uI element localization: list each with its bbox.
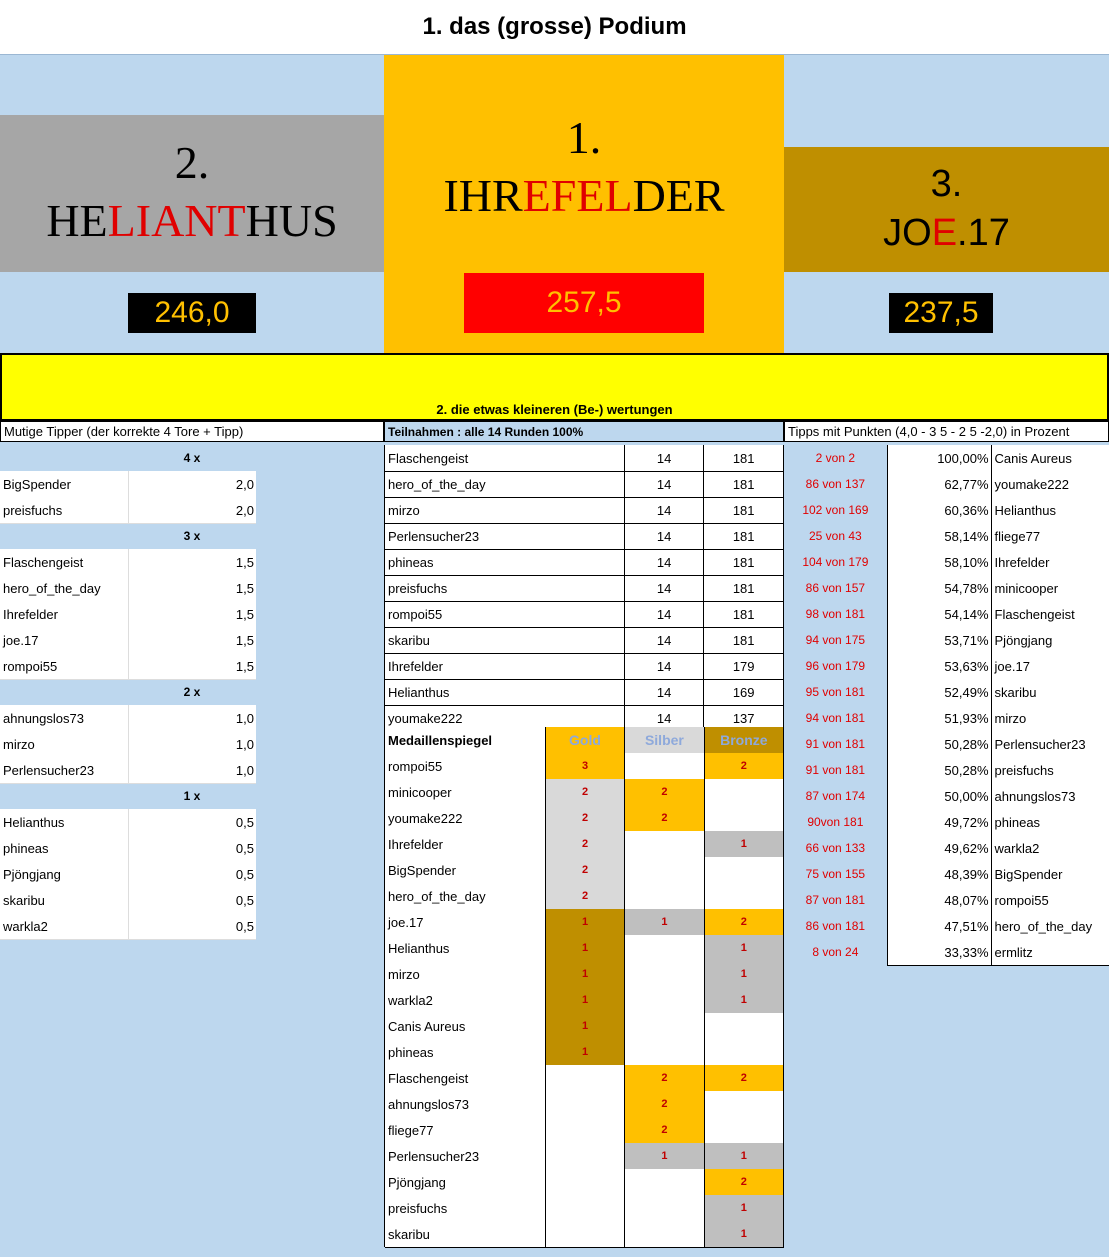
medaillen-row (385, 1013, 784, 1039)
medaillen-silber: 2 (625, 1091, 704, 1118)
page-title: 1. das (grosse) Podium (0, 0, 1109, 55)
medaillen-bronze: 1 (705, 831, 784, 858)
medaillen-gold: 1 (546, 935, 625, 962)
tipps-count: 86 von 157 (805, 581, 866, 595)
medaillen-name: Canis Aureus (385, 1013, 546, 1040)
teilnahmen-name: preisfuchs (385, 575, 625, 602)
medaillen-silber (625, 961, 704, 988)
tipps-percent: 49,72% (887, 809, 992, 836)
tipps-count: 25 von 43 (809, 529, 862, 543)
tipps-row (784, 523, 1109, 549)
medaillen-bronze: 2 (705, 1065, 784, 1092)
first-score: 257,5 (464, 273, 704, 333)
medaillen-silber (625, 1013, 704, 1040)
tipps-name: youmake222 (992, 471, 1109, 498)
medaillen-bronze: 1 (705, 961, 784, 988)
teilnahmen-row (385, 445, 784, 471)
tipps-percent: 100,00% (887, 445, 992, 472)
gold-label: Gold (546, 727, 625, 754)
teilnahmen-name: youmake222 (385, 705, 625, 732)
tipps-name: ermlitz (992, 939, 1109, 966)
mutige-row (0, 757, 256, 783)
medaillen-name: Flaschengeist (385, 1065, 546, 1092)
medaillen-gold: 2 (546, 831, 625, 858)
mutige-group-label: 4 x (183, 451, 201, 465)
teilnahmen-row (385, 601, 784, 627)
mutige-value: 0,5 (129, 913, 256, 940)
tipps-row (784, 757, 1109, 783)
mutige-row (0, 627, 256, 653)
medaillen-bronze: 1 (705, 987, 784, 1014)
tipps-percent: 50,28% (887, 731, 992, 758)
tipps-percent: 50,28% (887, 757, 992, 784)
teilnahmen-tipps: 137 (704, 705, 784, 732)
tipps-count: 91 von 181 (805, 763, 866, 777)
mutige-table (0, 445, 256, 939)
mutige-name: Helianthus (0, 809, 129, 836)
medaillen-name: Perlensucher23 (385, 1143, 546, 1170)
tipps-row (784, 679, 1109, 705)
medaillen-gold (546, 1091, 625, 1118)
medaillen-row (385, 1117, 784, 1143)
mutige-row (0, 601, 256, 627)
medaillen-gold: 1 (546, 1039, 625, 1066)
first-name: IHREFELDER (443, 170, 725, 221)
tipps-count: 75 von 155 (805, 867, 866, 881)
medaillen-name: mirzo (385, 961, 546, 988)
mutige-name: Perlensucher23 (0, 757, 129, 784)
medaillen-bronze: 1 (705, 1195, 784, 1222)
tipps-row (784, 575, 1109, 601)
mutige-group-label: 1 x (183, 789, 201, 803)
tipps-row (784, 653, 1109, 679)
tipps-count: 86 von 181 (805, 919, 866, 933)
tipps-percent: 51,93% (887, 705, 992, 732)
mutige-value: 1,5 (129, 601, 256, 628)
medaillen-bronze (705, 857, 784, 884)
tipps-name: ahnungslos73 (992, 783, 1109, 810)
tipps-percent: 52,49% (887, 679, 992, 706)
tipps-name: preisfuchs (992, 757, 1109, 784)
mutige-row (0, 549, 256, 575)
medaillen-name: Helianthus (385, 935, 546, 962)
teilnahmen-name: mirzo (385, 497, 625, 524)
medaillen-bronze: 2 (705, 753, 784, 780)
mutige-value: 1,0 (129, 757, 256, 784)
tipps-row (784, 601, 1109, 627)
medaillen-silber (625, 1169, 704, 1196)
tipps-count: 102 von 169 (802, 503, 869, 517)
tipps-name: minicooper (992, 575, 1109, 602)
mutige-row (0, 835, 256, 861)
teilnahmen-runden: 14 (625, 497, 705, 524)
teilnahmen-tipps: 169 (704, 679, 784, 706)
mutige-group-label: 3 x (183, 529, 201, 543)
tipps-name: mirzo (992, 705, 1109, 732)
tipps-count: 104 von 179 (802, 555, 869, 569)
medaillen-name: rompoi55 (385, 753, 546, 780)
teilnahmen-row (385, 549, 784, 575)
medaillen-row (385, 1143, 784, 1169)
tipps-name: Canis Aureus (992, 445, 1109, 472)
teilnahmen-name: Helianthus (385, 679, 625, 706)
medaillen-table (384, 727, 784, 1247)
teilnahmen-runden: 14 (625, 601, 705, 628)
medaillen-silber (625, 935, 704, 962)
mutige-name: Pjöngjang (0, 861, 129, 888)
tipps-name: Perlensucher23 (992, 731, 1109, 758)
medaillen-gold: 2 (546, 883, 625, 910)
mutige-row (0, 653, 256, 679)
medaillen-silber: 2 (625, 1065, 704, 1092)
teilnahmen-name: skaribu (385, 627, 625, 654)
mutige-row (0, 705, 256, 731)
medaillen-bronze (705, 779, 784, 806)
medaillen-header: Medaillenspiegel (385, 727, 546, 754)
tipps-header: Tipps mit Punkten (4,0 - 3 5 - 2 5 -2,0) in Prozent (784, 421, 1109, 442)
medaillen-name: ahnungslos73 (385, 1091, 546, 1118)
teilnahmen-tipps: 181 (704, 497, 784, 524)
mutige-name: BigSpender (0, 471, 129, 498)
mutige-name: Flaschengeist (0, 549, 129, 576)
medaillen-name: joe.17 (385, 909, 546, 936)
teilnahmen-header: Teilnahmen : alle 14 Runden 100% (384, 421, 784, 442)
medaillen-gold (546, 1143, 625, 1170)
tipps-percent: 58,14% (887, 523, 992, 550)
tipps-count: 94 von 181 (805, 711, 866, 725)
mutige-value: 1,5 (129, 653, 256, 680)
medaillen-bronze: 2 (705, 1169, 784, 1196)
medaillen-row (385, 909, 784, 935)
tipps-percent: 60,36% (887, 497, 992, 524)
tipps-count: 98 von 181 (805, 607, 866, 621)
mutige-name: mirzo (0, 731, 129, 758)
teilnahmen-tipps: 181 (704, 445, 784, 472)
medaillen-name: skaribu (385, 1221, 546, 1248)
teilnahmen-row (385, 653, 784, 679)
medaillen-bronze (705, 805, 784, 832)
medaillen-silber: 2 (625, 779, 704, 806)
medaillen-bronze (705, 883, 784, 910)
tipps-count: 87 von 181 (805, 893, 866, 907)
medaillen-row (385, 857, 784, 883)
medaillen-row (385, 883, 784, 909)
medaillen-row (385, 1039, 784, 1065)
tipps-percent: 53,71% (887, 627, 992, 654)
tipps-count: 96 von 179 (805, 659, 866, 673)
medaillen-silber (625, 831, 704, 858)
tipps-name: fliege77 (992, 523, 1109, 550)
tipps-name: phineas (992, 809, 1109, 836)
mutige-row (0, 861, 256, 887)
tipps-row (784, 913, 1109, 939)
tipps-row (784, 471, 1109, 497)
medaillen-gold: 2 (546, 805, 625, 832)
section2-title: 2. die etwas kleineren (Be-) wertungen (0, 353, 1109, 421)
mutige-value: 2,0 (129, 497, 256, 524)
medaillen-row (385, 1091, 784, 1117)
tipps-row (784, 497, 1109, 523)
medaillen-gold (546, 1169, 625, 1196)
tipps-row (784, 887, 1109, 913)
medaillen-row (385, 935, 784, 961)
tipps-count: 8 von 24 (812, 945, 859, 959)
medaillen-name: fliege77 (385, 1117, 546, 1144)
tipps-row (784, 627, 1109, 653)
medaillen-silber (625, 987, 704, 1014)
mutige-value: 0,5 (129, 809, 256, 836)
second-rank: 2. (174, 137, 210, 189)
mutige-row (0, 731, 256, 757)
medaillen-row (385, 753, 784, 779)
teilnahmen-row (385, 497, 784, 523)
medaillen-name: phineas (385, 1039, 546, 1066)
tipps-name: hero_of_the_day (992, 913, 1109, 940)
medaillen-gold: 1 (546, 1013, 625, 1040)
medaillen-silber (625, 857, 704, 884)
mutige-row (0, 497, 256, 523)
teilnahmen-runden: 14 (625, 575, 705, 602)
mutige-value: 0,5 (129, 835, 256, 862)
second-name: HELIANTHUS (46, 195, 338, 247)
tipps-name: skaribu (992, 679, 1109, 706)
tipps-percent: 54,14% (887, 601, 992, 628)
medaillen-row (385, 1065, 784, 1091)
tipps-row (784, 783, 1109, 809)
podium-second (0, 115, 384, 272)
teilnahmen-name: rompoi55 (385, 601, 625, 628)
medaillen-silber: 1 (625, 909, 704, 936)
medaillen-name: Ihrefelder (385, 831, 546, 858)
teilnahmen-row (385, 627, 784, 653)
medaillen-silber: 2 (625, 1117, 704, 1144)
teilnahmen-table (384, 445, 784, 731)
teilnahmen-runden: 14 (625, 445, 705, 472)
mutige-value: 1,5 (129, 549, 256, 576)
teilnahmen-name: phineas (385, 549, 625, 576)
medaillen-bronze: 1 (705, 1143, 784, 1170)
medaillen-silber (625, 883, 704, 910)
teilnahmen-name: hero_of_the_day (385, 471, 625, 498)
tipps-percent: 48,07% (887, 887, 992, 914)
mutige-name: Ihrefelder (0, 601, 129, 628)
teilnahmen-name: Perlensucher23 (385, 523, 625, 550)
tipps-name: BigSpender (992, 861, 1109, 888)
teilnahmen-tipps: 181 (704, 575, 784, 602)
tipps-percent: 50,00% (887, 783, 992, 810)
tipps-percent: 49,62% (887, 835, 992, 862)
mutige-value: 1,0 (129, 705, 256, 732)
medaillen-gold: 2 (546, 779, 625, 806)
tipps-name: warkla2 (992, 835, 1109, 862)
tipps-count: 86 von 137 (805, 477, 866, 491)
mutige-value: 2,0 (129, 471, 256, 498)
medaillen-row (385, 1169, 784, 1195)
mutige-value: 0,5 (129, 861, 256, 888)
teilnahmen-name: Flaschengeist (385, 445, 625, 472)
teilnahmen-row (385, 679, 784, 705)
medaillen-bronze (705, 1013, 784, 1040)
tipps-count: 94 von 175 (805, 633, 866, 647)
medaillen-row (385, 805, 784, 831)
teilnahmen-name: Ihrefelder (385, 653, 625, 680)
teilnahmen-runden: 14 (625, 627, 705, 654)
mutige-name: joe.17 (0, 627, 129, 654)
tipps-row (784, 861, 1109, 887)
tipps-row (784, 731, 1109, 757)
mutige-row (0, 809, 256, 835)
tipps-percent: 58,10% (887, 549, 992, 576)
medaillen-name: minicooper (385, 779, 546, 806)
tipps-name: rompoi55 (992, 887, 1109, 914)
teilnahmen-tipps: 181 (704, 627, 784, 654)
mutige-header: Mutige Tipper (der korrekte 4 Tore + Tipp) (0, 421, 384, 442)
tipps-row (784, 809, 1109, 835)
tipps-count: 95 von 181 (805, 685, 866, 699)
teilnahmen-runden: 14 (625, 471, 705, 498)
medaillen-silber (625, 753, 704, 780)
tipps-percent: 54,78% (887, 575, 992, 602)
medaillen-gold (546, 1065, 625, 1092)
medaillen-name: hero_of_the_day (385, 883, 546, 910)
tipps-row (784, 835, 1109, 861)
medaillen-name: preisfuchs (385, 1195, 546, 1222)
teilnahmen-tipps: 181 (704, 471, 784, 498)
mutige-name: preisfuchs (0, 497, 129, 524)
third-score: 237,5 (889, 293, 993, 333)
bronze-label: Bronze (705, 727, 784, 754)
tipps-name: Flaschengeist (992, 601, 1109, 628)
tipps-percent: 48,39% (887, 861, 992, 888)
medaillen-row (385, 1195, 784, 1221)
tipps-count: 91 von 181 (805, 737, 866, 751)
teilnahmen-tipps: 181 (704, 549, 784, 576)
medaillen-row (385, 1221, 784, 1247)
mutige-row (0, 887, 256, 913)
tipps-name: joe.17 (992, 653, 1109, 680)
teilnahmen-row (385, 575, 784, 601)
medaillen-row (385, 961, 784, 987)
tipps-percent: 62,77% (887, 471, 992, 498)
medaillen-gold: 3 (546, 753, 625, 780)
medaillen-bronze: 1 (705, 1221, 784, 1248)
medaillen-silber (625, 1195, 704, 1222)
tipps-row (784, 445, 1109, 471)
second-score: 246,0 (128, 293, 256, 333)
teilnahmen-tipps: 179 (704, 653, 784, 680)
tipps-percent: 47,51% (887, 913, 992, 940)
tipps-name: Pjöngjang (992, 627, 1109, 654)
podium-third (784, 147, 1109, 272)
teilnahmen-tipps: 181 (704, 601, 784, 628)
teilnahmen-runden: 14 (625, 653, 705, 680)
teilnahmen-row (385, 523, 784, 549)
medaillen-bronze: 1 (705, 935, 784, 962)
medaillen-gold: 1 (546, 909, 625, 936)
mutige-row (0, 575, 256, 601)
medaillen-gold (546, 1117, 625, 1144)
mutige-value: 1,0 (129, 731, 256, 758)
mutige-name: phineas (0, 835, 129, 862)
tipps-count: 66 von 133 (805, 841, 866, 855)
medaillen-bronze (705, 1039, 784, 1066)
medaillen-bronze (705, 1117, 784, 1144)
tipps-percent: 33,33% (887, 939, 992, 966)
tipps-count: 2 von 2 (815, 451, 856, 465)
medaillen-header-row (385, 727, 784, 753)
third-rank: 3. (930, 162, 963, 205)
mutige-value: 0,5 (129, 887, 256, 914)
mutige-row (0, 913, 256, 939)
tipps-row (784, 705, 1109, 731)
medaillen-row (385, 831, 784, 857)
medaillen-bronze (705, 1091, 784, 1118)
medaillen-name: youmake222 (385, 805, 546, 832)
medaillen-row (385, 779, 784, 805)
medaillen-gold: 1 (546, 961, 625, 988)
tipps-count: 90von 181 (807, 815, 864, 829)
mutige-value: 1,5 (129, 575, 256, 602)
tipps-table (784, 445, 1109, 965)
tipps-name: Helianthus (992, 497, 1109, 524)
medaillen-silber (625, 1039, 704, 1066)
mutige-name: rompoi55 (0, 653, 129, 680)
medaillen-name: warkla2 (385, 987, 546, 1014)
medaillen-gold: 2 (546, 857, 625, 884)
first-rank: 1. (566, 112, 602, 163)
mutige-group-label: 2 x (183, 685, 201, 699)
medaillen-gold (546, 1221, 625, 1248)
teilnahmen-runden: 14 (625, 523, 705, 550)
tipps-row (784, 939, 1109, 965)
teilnahmen-tipps: 181 (704, 523, 784, 550)
medaillen-name: Pjöngjang (385, 1169, 546, 1196)
medaillen-silber: 2 (625, 805, 704, 832)
medaillen-bronze: 2 (705, 909, 784, 936)
teilnahmen-runden: 14 (625, 549, 705, 576)
teilnahmen-row (385, 471, 784, 497)
mutige-name: warkla2 (0, 913, 129, 940)
medaillen-silber (625, 1221, 704, 1248)
mutige-row (0, 471, 256, 497)
medaillen-row (385, 987, 784, 1013)
mutige-name: hero_of_the_day (0, 575, 129, 602)
silber-label: Silber (625, 727, 704, 754)
medaillen-name: BigSpender (385, 857, 546, 884)
teilnahmen-runden: 14 (625, 705, 705, 732)
teilnahmen-runden: 14 (625, 679, 705, 706)
third-name: JOE.17 (883, 211, 1010, 254)
mutige-name: ahnungslos73 (0, 705, 129, 732)
mutige-value: 1,5 (129, 627, 256, 654)
tipps-name: Ihrefelder (992, 549, 1109, 576)
medaillen-gold: 1 (546, 987, 625, 1014)
tipps-percent: 53,63% (887, 653, 992, 680)
medaillen-gold (546, 1195, 625, 1222)
tipps-count: 87 von 174 (805, 789, 866, 803)
medaillen-silber: 1 (625, 1143, 704, 1170)
tipps-row (784, 549, 1109, 575)
mutige-name: skaribu (0, 887, 129, 914)
